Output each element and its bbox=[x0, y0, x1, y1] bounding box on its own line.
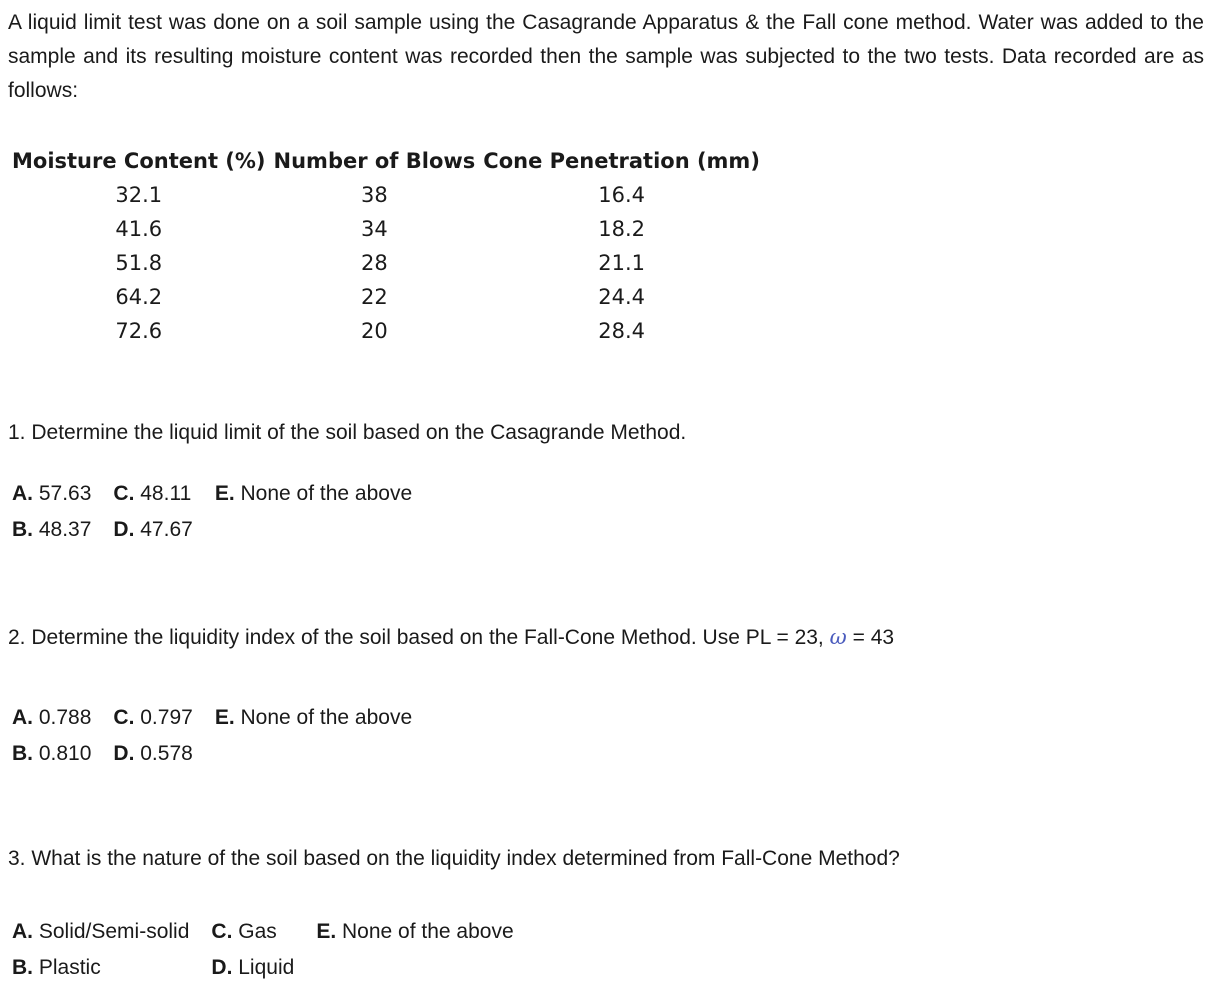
q3-option-c-value: Gas bbox=[238, 920, 277, 943]
q3-option-b[interactable] bbox=[8, 950, 207, 986]
q2-option-d-letter: D. bbox=[113, 742, 135, 765]
q2-option-e-letter: E. bbox=[214, 706, 235, 729]
table-row bbox=[8, 178, 764, 212]
cell-blows: 38 bbox=[361, 183, 388, 207]
problem-intro: A liquid limit test was done on a soil sample using the Casagrande Apparatus & the Fall cone method. Water was added to the sample and its resulting moisture content was recorded then the sample was subjected to the two tests. Data recorded are as follows: bbox=[8, 11, 1204, 102]
q2-option-d-value: 0.578 bbox=[140, 742, 193, 765]
data-table bbox=[8, 144, 764, 348]
cell-penetration: 16.4 bbox=[598, 183, 645, 207]
header-moisture-content: Moisture Content (%) bbox=[12, 149, 266, 173]
q3-option-d-letter: D. bbox=[211, 956, 233, 979]
q1-option-a-letter: A. bbox=[12, 482, 33, 505]
q2-option-a[interactable] bbox=[8, 700, 109, 736]
q2-option-d[interactable] bbox=[109, 736, 210, 772]
q1-option-d-value: 47.67 bbox=[140, 518, 193, 541]
q2-option-b-value: 0.810 bbox=[38, 742, 92, 765]
q3-option-e[interactable] bbox=[312, 914, 531, 950]
q1-option-c-letter: C. bbox=[113, 482, 135, 505]
cell-blows: 20 bbox=[361, 319, 388, 343]
q3-option-d[interactable] bbox=[207, 950, 312, 986]
q1-option-e-letter: E. bbox=[214, 482, 235, 505]
cell-penetration: 21.1 bbox=[598, 251, 645, 275]
q3-option-c-letter: C. bbox=[211, 920, 233, 943]
q1-option-a[interactable] bbox=[8, 476, 109, 512]
q2-option-a-value: 0.788 bbox=[38, 706, 92, 729]
table-row bbox=[8, 246, 764, 280]
table-row bbox=[8, 314, 764, 348]
q3-option-a[interactable] bbox=[8, 914, 207, 950]
table-row bbox=[8, 212, 764, 246]
cell-penetration: 18.2 bbox=[598, 217, 645, 241]
q3-option-e-value: None of the above bbox=[342, 920, 514, 943]
q2-option-e-value: None of the above bbox=[240, 706, 413, 729]
omega-symbol: ω bbox=[829, 625, 847, 649]
cell-moisture: 72.6 bbox=[115, 319, 163, 343]
question-1-text: 1. Determine the liquid limit of the soil based on the Casagrande Method. bbox=[8, 421, 687, 444]
cell-penetration: 24.4 bbox=[598, 285, 645, 309]
question-2-text-after: = 43 bbox=[852, 626, 895, 649]
q2-option-e[interactable] bbox=[211, 700, 430, 736]
cell-penetration: 28.4 bbox=[598, 319, 645, 343]
question-2-text bbox=[8, 625, 894, 650]
q1-option-b-letter: B. bbox=[12, 518, 33, 541]
q3-option-b-letter: B. bbox=[12, 956, 33, 979]
q2-option-b[interactable] bbox=[8, 736, 109, 772]
cell-moisture: 51.8 bbox=[115, 251, 163, 275]
question-1-options bbox=[8, 476, 430, 548]
q3-option-d-value: Liquid bbox=[238, 956, 295, 979]
q1-option-d[interactable] bbox=[109, 512, 210, 548]
q2-option-c[interactable] bbox=[109, 700, 210, 736]
table-row bbox=[8, 280, 764, 314]
q1-option-c[interactable] bbox=[109, 476, 210, 512]
header-cone-penetration: Cone Penetration (mm) bbox=[483, 149, 760, 173]
table-header-row bbox=[8, 144, 764, 178]
q2-option-c-value: 0.797 bbox=[140, 706, 193, 729]
cell-blows: 34 bbox=[361, 217, 388, 241]
question-3-text: 3. What is the nature of the soil based on the liquidity index determined from Fall-Cone Method? bbox=[8, 847, 900, 870]
q3-option-b-value: Plastic bbox=[38, 956, 101, 979]
q2-option-c-letter: C. bbox=[113, 706, 135, 729]
q1-option-e-value: None of the above bbox=[240, 482, 413, 505]
q1-option-b[interactable] bbox=[8, 512, 109, 548]
cell-blows: 22 bbox=[361, 285, 388, 309]
cell-moisture: 41.6 bbox=[115, 217, 163, 241]
cell-moisture: 64.2 bbox=[115, 285, 163, 309]
q1-option-c-value: 48.11 bbox=[140, 482, 192, 505]
header-number-of-blows: Number of Blows bbox=[273, 149, 476, 173]
q3-option-c[interactable] bbox=[207, 914, 312, 950]
cell-blows: 28 bbox=[361, 251, 388, 275]
q1-option-a-value: 57.63 bbox=[38, 482, 92, 505]
q2-option-b-letter: B. bbox=[12, 742, 33, 765]
q3-option-a-value: Solid/Semi-solid bbox=[38, 920, 190, 943]
question-2-options bbox=[8, 700, 430, 772]
q2-option-a-letter: A. bbox=[12, 706, 33, 729]
q1-option-b-value: 48.37 bbox=[38, 518, 92, 541]
cell-moisture: 32.1 bbox=[115, 183, 163, 207]
question-3-options bbox=[8, 914, 532, 986]
question-2-text-before: 2. Determine the liquidity index of the soil based on the Fall-Cone Method. Use PL = 23, bbox=[8, 626, 824, 649]
q1-option-d-letter: D. bbox=[113, 518, 135, 541]
q3-option-e-letter: E. bbox=[316, 920, 337, 943]
q3-option-a-letter: A. bbox=[12, 920, 33, 943]
q1-option-e[interactable] bbox=[211, 476, 430, 512]
